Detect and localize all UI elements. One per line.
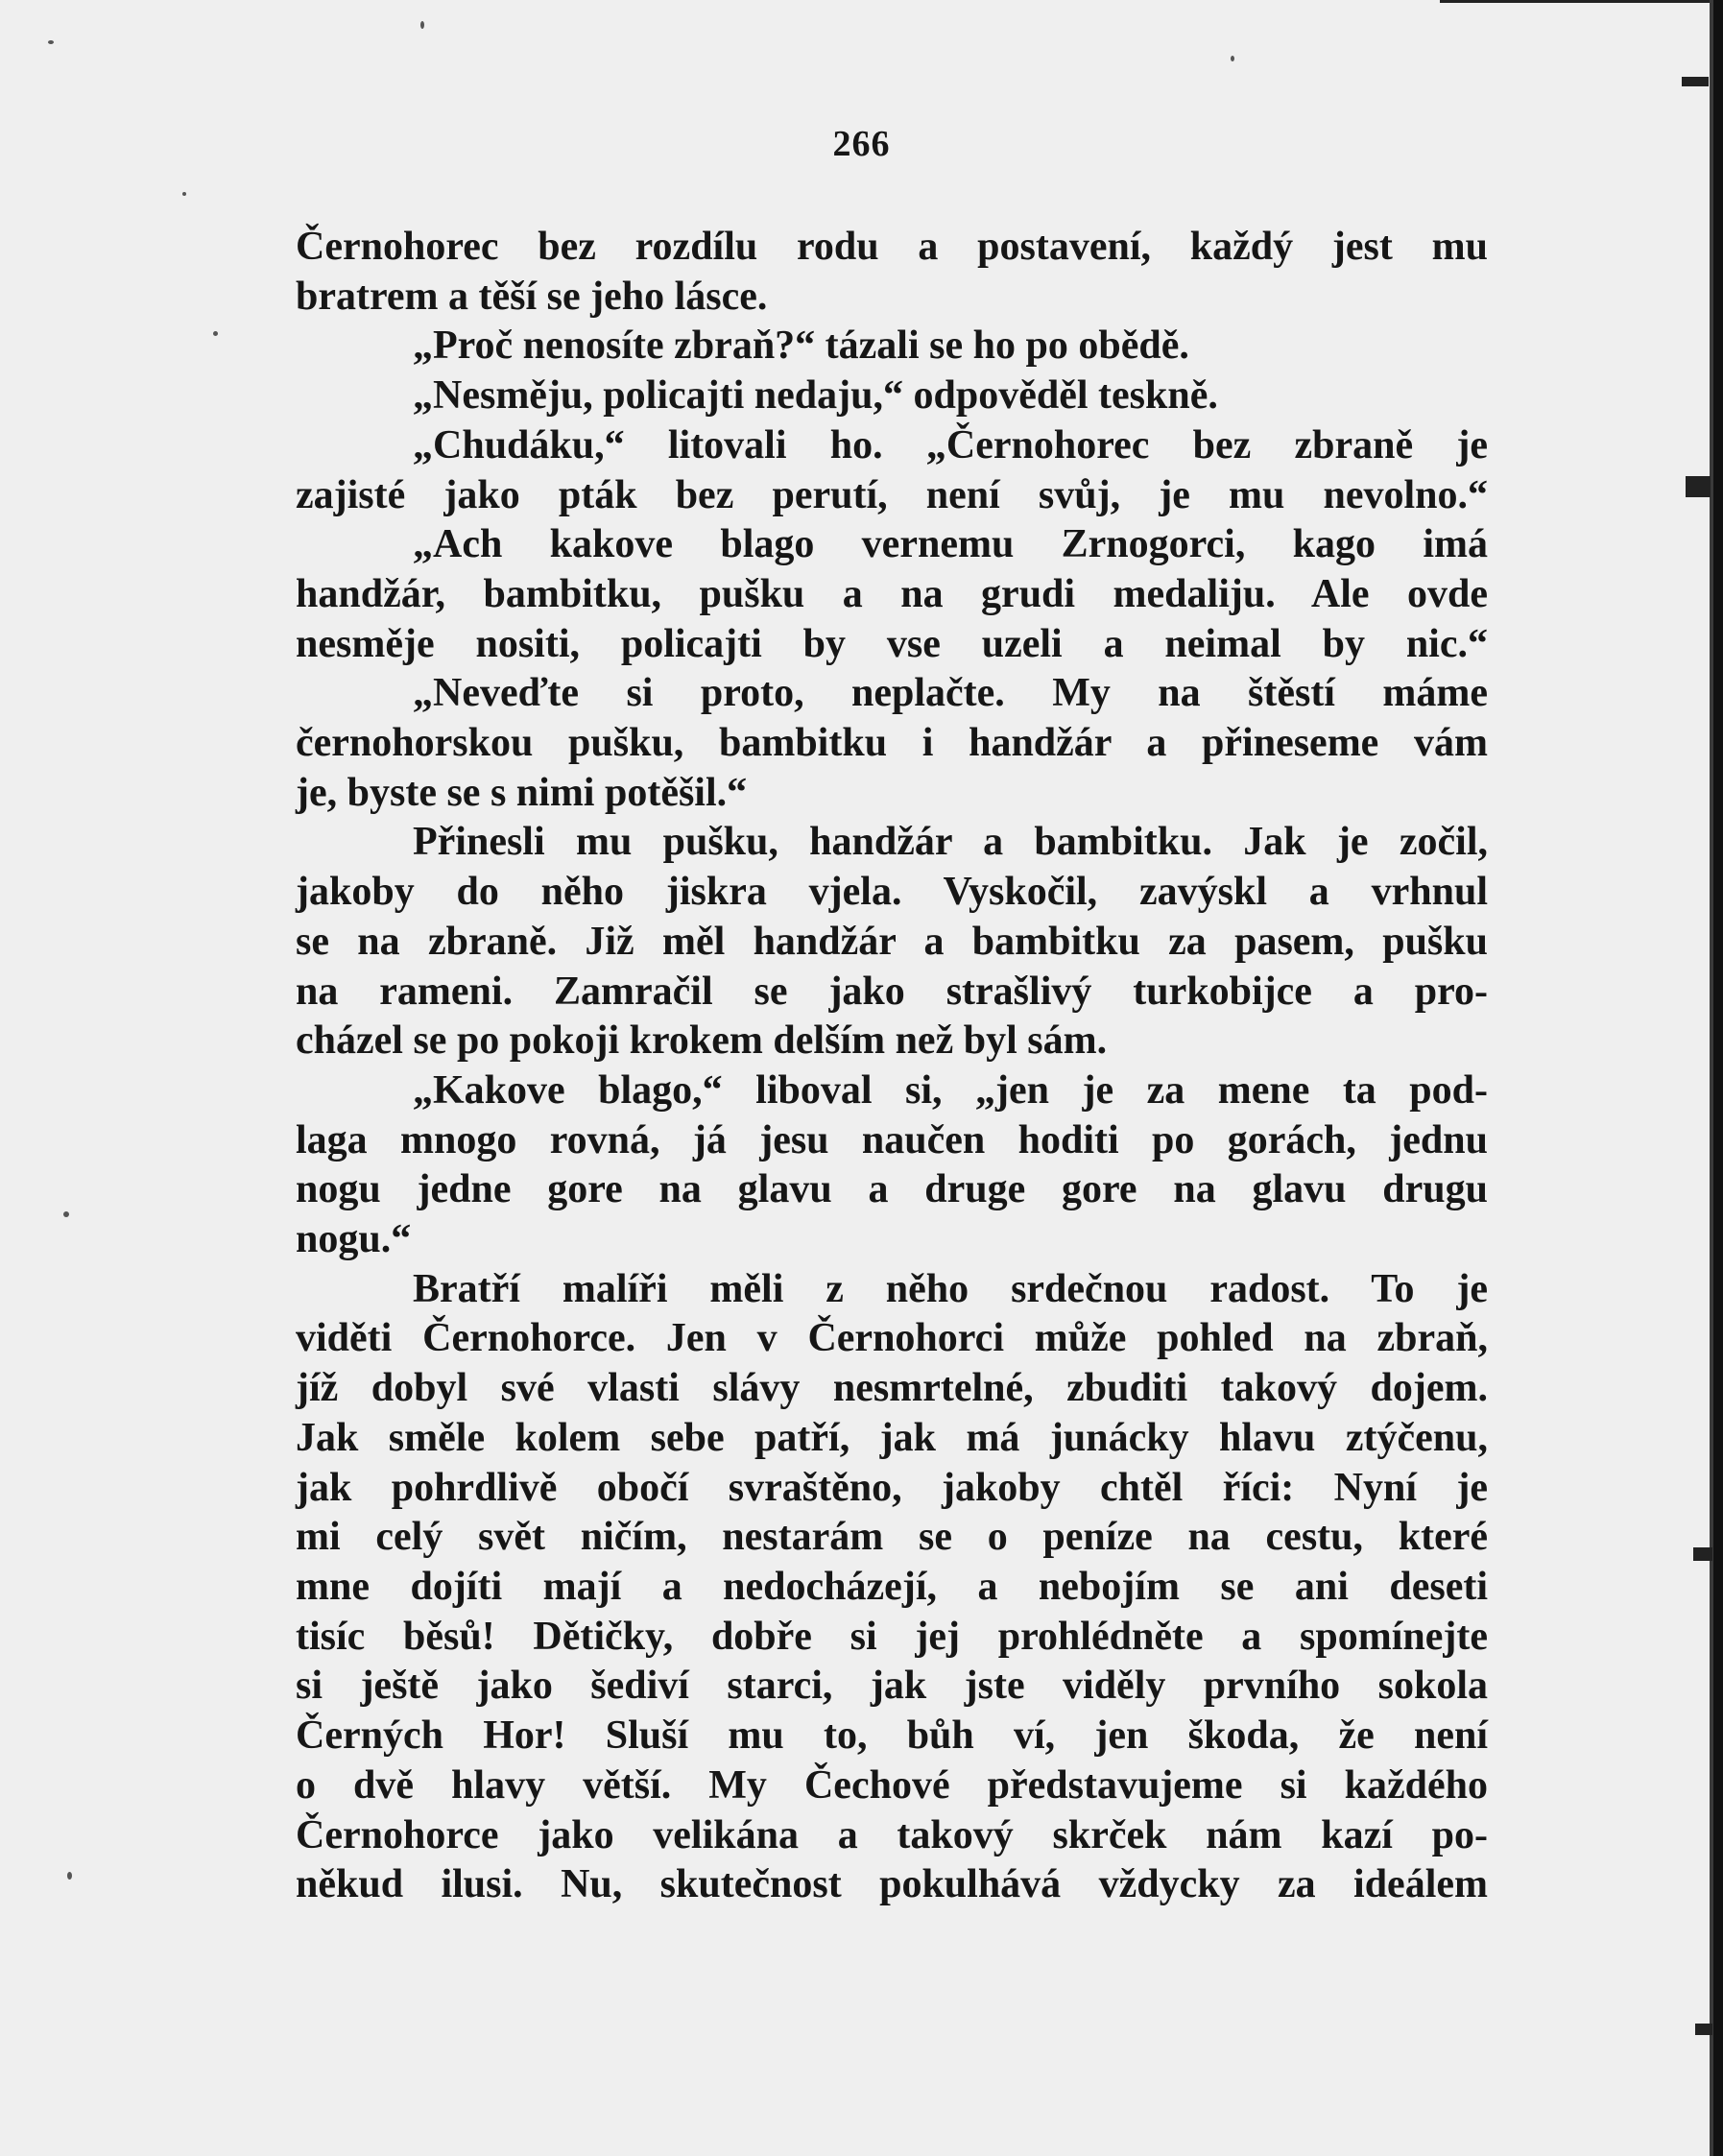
dust-speck: [63, 1211, 69, 1217]
text-line: „Nesměju, policajti nedaju,“ odpověděl teskně.: [413, 373, 1218, 419]
text-line: je, byste se s nimi potěšil.“: [296, 770, 748, 815]
text-line: jakoby do něho jiskra vjela. Vyskočil, zavýskl a vrhnul: [296, 870, 1488, 915]
text-line: mi celý svět ničím, nestarám se o peníze na cestu, které: [296, 1515, 1488, 1560]
page-top-edge: [1440, 0, 1723, 3]
text-line: někud ilusi. Nu, skutečnost pokulhává vždycky za ideálem: [296, 1862, 1488, 1907]
edge-tab-mark: [1686, 476, 1711, 497]
edge-tab-mark: [1693, 1547, 1712, 1561]
page-right-edge: [1713, 0, 1723, 2156]
text-line: o dvě hlavy větší. My Čechové představujeme si každého: [296, 1762, 1488, 1808]
dust-speck: [67, 1872, 72, 1880]
text-line: Černých Hor! Sluší mu to, bůh ví, jen škoda, že není: [296, 1713, 1488, 1759]
text-line: „Neveďte si proto, neplačte. My na štěstí máme: [413, 671, 1488, 716]
text-line: cházel se po pokoji krokem delším než byl sám.: [296, 1018, 1108, 1064]
text-line: viděti Černohorce. Jen v Černohorci může pohled na zbraň,: [296, 1316, 1488, 1361]
text-line: jíž dobyl své vlasti slávy nesmrtelné, zbuditi takový dojem.: [296, 1366, 1488, 1411]
body-text: [296, 223, 1488, 1910]
text-line: handžár, bambitku, pušku a na grudi medaliju. Ale ovde: [296, 571, 1488, 616]
text-line: laga mnogo rovná, já jesu naučen hoditi po gorách, jednu: [296, 1117, 1488, 1162]
page-number: 266: [832, 124, 891, 164]
text-line: Jak směle kolem sebe patří, jak má junácky hlavu ztýčenu,: [296, 1415, 1488, 1460]
text-line: Černohorce jako velikána a takový skrček nám kazí po-: [296, 1812, 1488, 1857]
text-line: „Kakove blago,“ liboval si, „jen je za mene ta pod-: [413, 1067, 1488, 1113]
dust-speck: [182, 192, 186, 196]
text-line: na rameni. Zamračil se jako strašlivý turkobijce a pro-: [296, 969, 1488, 1014]
text-line: nogu.“: [296, 1217, 412, 1262]
text-line: bratrem a těší se jeho lásce.: [296, 274, 768, 319]
dust-speck: [420, 21, 424, 29]
text-line: se na zbraně. Již měl handžár a bambitku za pasem, pušku: [296, 919, 1488, 964]
text-line: „Proč nenosíte zbraň?“ tázali se ho po obědě.: [413, 323, 1189, 369]
text-line: tisíc běsů! Dětičky, dobře si jej prohlédněte a spomínejte: [296, 1614, 1488, 1659]
text-line: jak pohrdlivě obočí svraštěno, jakoby chtěl říci: Nyní je: [296, 1465, 1488, 1510]
text-line: zajisté jako pták bez perutí, není svůj, je mu nevolno.“: [296, 472, 1488, 517]
text-line: mne dojíti mají a nedocházejí, a nebojím se ani deseti: [296, 1564, 1488, 1609]
edge-tab-mark: [1695, 2024, 1712, 2035]
text-line: nogu jedne gore na glavu a druge gore na glavu drugu: [296, 1167, 1488, 1212]
text-line: „Ach kakove blago vernemu Zrnogorci, kago imá: [413, 522, 1488, 567]
text-line: si ještě jako šediví starci, jak jste viděly prvního sokola: [296, 1664, 1488, 1709]
text-line: černohorskou pušku, bambitku i handžár a přineseme vám: [296, 721, 1488, 766]
dust-speck: [213, 331, 218, 336]
text-line: Přinesli mu pušku, handžár a bambitku. Jak je zočil,: [413, 820, 1488, 865]
text-line: Bratří malíři měli z něho srdečnou radost. To je: [413, 1266, 1488, 1311]
dust-speck: [1231, 56, 1234, 61]
text-line: Černohorec bez rozdílu rodu a postavení, každý jest mu: [296, 225, 1488, 269]
text-line: „Chudáku,“ litovali ho. „Černohorec bez zbraně je: [413, 422, 1488, 467]
edge-tab-mark: [1682, 77, 1709, 86]
text-line: nesměje nositi, policajti by vse uzeli a neimal by nic.“: [296, 621, 1488, 666]
dust-speck: [48, 40, 54, 44]
